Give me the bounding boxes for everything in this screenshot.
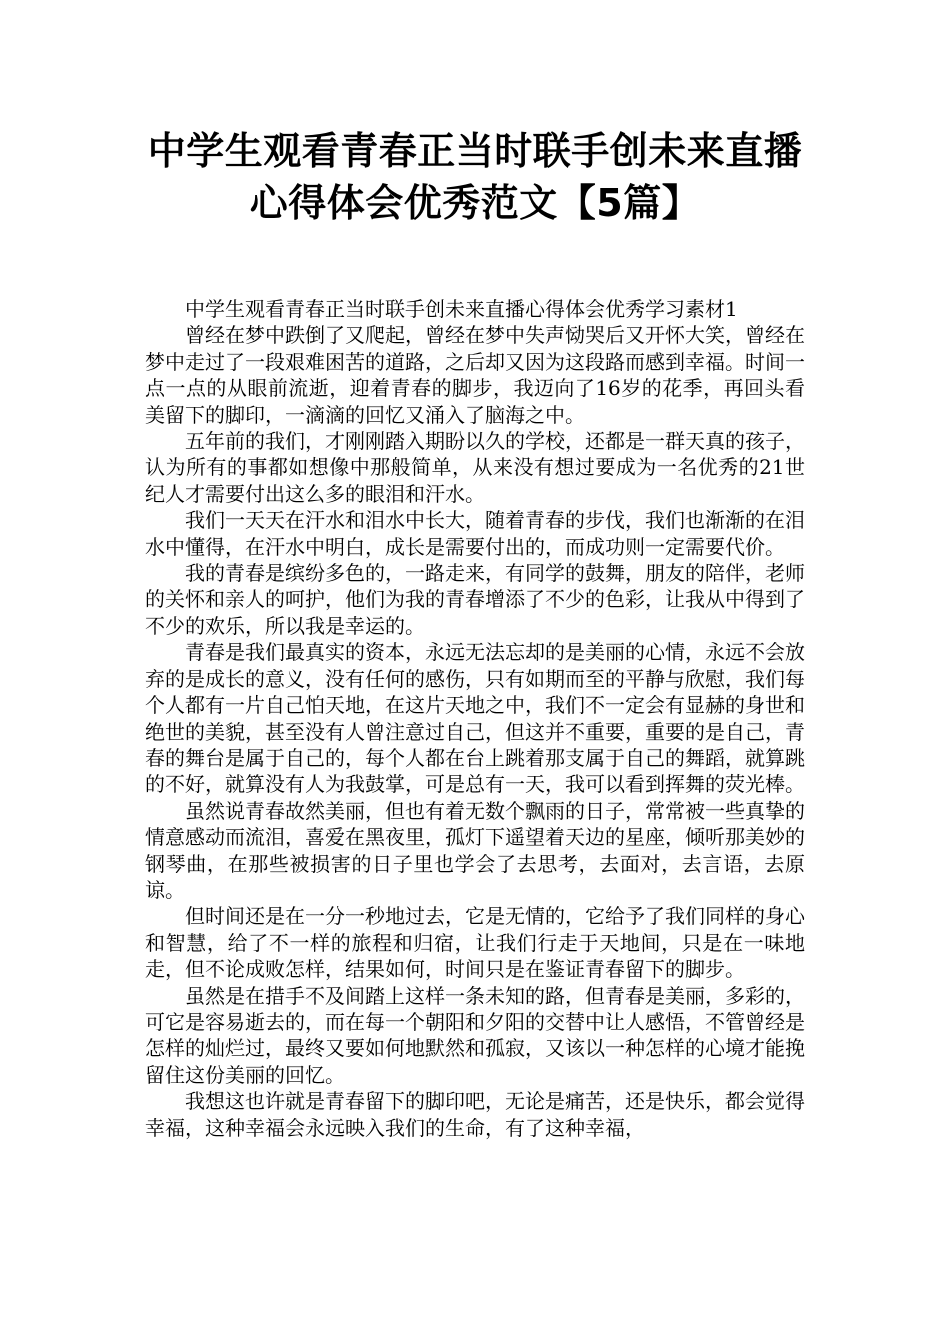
body-paragraph: 我的青春是缤纷多色的，一路走来，有同学的鼓舞，朋友的陪伴，老师的关怀和亲人的呵护，他们为我的青春增添了不少的色彩，让我从中得到了不少的欢乐，所以我是幸运的。: [145, 561, 805, 638]
body-paragraph: 我想这也许就是青春留下的脚印吧，无论是痛苦，还是快乐，都会觉得幸福，这种幸福会永远映入我们的生命，有了这种幸福，: [145, 1089, 805, 1140]
body-paragraph: 虽然说青春故然美丽，但也有着无数个飘雨的日子，常常被一些真挚的情意感动而流泪，喜爱在黑夜里，孤灯下遥望着天边的星座，倾听那美妙的钢琴曲，在那些被损害的日子里也学会了去思考，去面对，去言语，去原谅。: [145, 798, 805, 902]
body-paragraph: 但时间还是在一分一秒地过去，它是无情的，它给予了我们同样的身心和智慧，给了不一样的旅程和归宿，让我们行走于天地间，只是在一味地走，但不论成败怎样，结果如何，时间只是在鉴证青春留下的脚步。: [145, 904, 805, 982]
document-body: [145, 296, 805, 1141]
body-paragraph: 五年前的我们，才刚刚踏入期盼以久的学校，还都是一群天真的孩子，认为所有的事都如想像中那般简单，从来没有想过要成为一名优秀的21世纪人才需要付出这么多的眼泪和汗水。: [145, 429, 805, 506]
body-paragraph: 虽然是在措手不及间踏上这样一条未知的路，但青春是美丽，多彩的，可它是容易逝去的，而在每一个朝阳和夕阳的交替中让人感悟，不管曾经是怎样的灿烂过，最终又要如何地默然和孤寂，又该以一种怎样的心境才能挽留住这份美丽的回忆。: [145, 983, 805, 1087]
body-paragraph: 曾经在梦中跌倒了又爬起，曾经在梦中失声恸哭后又开怀大笑，曾经在梦中走过了一段艰难困苦的道路，之后却又因为这段路而感到幸福。时间一点一点的从眼前流逝，迎着青春的脚步，我迈向了16岁的花季，再回头看美留下的脚印，一滴滴的回忆又涌入了脑海之中。: [145, 323, 805, 427]
body-paragraph: 青春是我们最真实的资本，永远无法忘却的是美丽的心情，永远不会放弃的是成长的意义，没有任何的感伤，只有如期而至的平静与欣慰，我们每个人都有一片自己怕天地，在这片天地之中，我们不一定会有显赫的身世和绝世的美貌，甚至没有人曾注意过自己，但这并不重要，重要的是自己，青春的舞台是属于自己的，每个人都在台上跳着那支属于自己的舞蹈，就算跳的不好，就算没有人为我鼓掌，可是总有一天，我可以看到挥舞的荧光棒。: [145, 640, 805, 797]
subtitle-paragraph: 中学生观看青春正当时联手创未来直播心得体会优秀学习素材1: [185, 297, 738, 321]
body-paragraph: 我们一天天在汗水和泪水中长大，随着青春的步伐，我们也渐渐的在泪水中懂得，在汗水中明白，成长是需要付出的，而成功则一定需要代价。: [145, 508, 805, 559]
title-line-2: 心得体会优秀范文【5篇】: [249, 181, 701, 225]
title-line-1: 中学生观看青春正当时联手创未来直播: [147, 129, 803, 173]
document-title: [100, 125, 850, 229]
